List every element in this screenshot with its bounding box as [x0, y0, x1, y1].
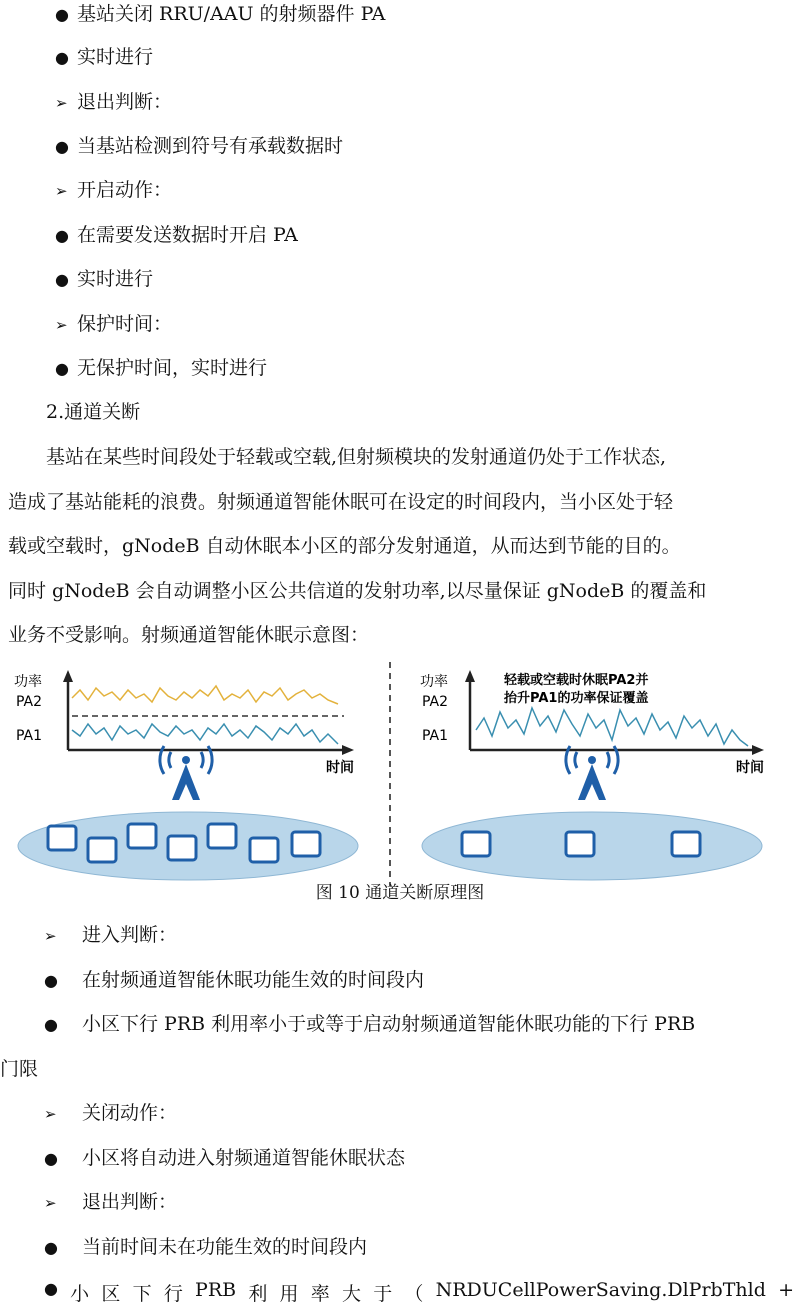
base-station-icon [160, 746, 212, 800]
left-panel [14, 670, 358, 880]
arrow-bullet-icon: ➢ [55, 182, 68, 200]
list-item: ● 基站关闭 RRU/AAU 的射频器件 PA [55, 3, 386, 25]
paragraph-line: 基站在某些时间段处于轻载或空载,但射频模块的发射通道仍处于工作状态, [8, 446, 667, 468]
bullet-icon: ● [44, 1149, 58, 1168]
y-axis-arrow-icon [465, 670, 475, 682]
list-item: ● 无保护时间，实时进行 [55, 357, 268, 379]
list-item: ● 当基站检测到符号有承载数据时 [55, 135, 344, 157]
list-item: ➢ 关闭动作： [44, 1102, 178, 1124]
paragraph-line: 造成了基站能耗的浪费。射频通道智能休眠可在设定的时间段内，当小区处于轻 [8, 491, 674, 513]
bullet-icon: ● [55, 137, 69, 156]
arrow-bullet-icon: ➢ [55, 94, 68, 112]
list-item: ● 实时进行 [55, 46, 154, 68]
list-item: ● 当前时间未在功能生效的时间段内 [44, 1236, 368, 1258]
paragraph-line: 载或空载时，gNodeB 自动休眠本小区的部分发射通道，从而达到节能的目的。 [8, 535, 681, 557]
list-item: ● 在射频通道智能休眠功能生效的时间段内 [44, 969, 425, 991]
bullet-icon: ● [55, 48, 69, 67]
pa2-label: PA2 [16, 694, 43, 710]
list-item: ● 在需要发送数据时开启 PA [55, 224, 298, 246]
x-axis-label: 时间 [326, 760, 354, 776]
pa1-label: PA1 [16, 728, 43, 744]
x-axis-arrow-icon [752, 745, 764, 755]
pa1-label: PA1 [422, 728, 449, 744]
list-item: ● 小区下行 PRB 利用率小于或等于启动射频通道智能休眠功能的下行 PRB [44, 1013, 696, 1035]
pa2-label: PA2 [422, 694, 449, 710]
list-item: ● 实时进行 [55, 268, 154, 290]
paragraph-line: 同时 gNodeB 会自动调整小区公共信道的发射功率,以尽量保证 gNodeB 的覆盖和 [8, 580, 707, 602]
bullet-icon: ● [55, 270, 69, 289]
arrow-bullet-icon: ➢ [44, 927, 57, 945]
figure-svg [8, 660, 792, 888]
annotation-line-1: 轻载或空载时休眠PA2并 [504, 673, 649, 688]
bullet-icon: ● [44, 1015, 58, 1034]
justified-list-item: ● 小 区 下 行 PRB 利 用 率 大 于 （ NRDUCellPowerSaving.DlPrbThld + [44, 1279, 794, 1305]
bullet-icon: ● [55, 226, 69, 245]
x-axis-arrow-icon [342, 745, 354, 755]
list-item: ➢ 退出判断： [55, 91, 173, 113]
y-axis-arrow-icon [63, 670, 73, 682]
annotation-line-2: 抬升PA1的功率保证覆盖 [504, 691, 649, 706]
list-item: ➢ 进入判断： [44, 924, 178, 946]
right-panel [420, 670, 764, 880]
list-item: ➢ 开启动作： [55, 179, 173, 201]
base-station-icon [566, 746, 618, 800]
pa2-signal-line [72, 686, 338, 704]
x-axis-label: 时间 [736, 760, 764, 776]
list-item: ● 小区将自动进入射频通道智能休眠状态 [44, 1147, 406, 1169]
pa1-signal-line [72, 724, 338, 744]
bullet-icon: ● [55, 5, 69, 24]
bullet-icon: ● [44, 971, 58, 990]
arrow-bullet-icon: ➢ [55, 316, 68, 334]
bullet-icon: ● [44, 1238, 58, 1257]
paragraph-line: 业务不受影响。射频通道智能休眠示意图： [8, 624, 370, 646]
arrow-bullet-icon: ➢ [44, 1105, 57, 1123]
y-axis-label: 功率 [14, 674, 42, 690]
pa1-signal-line [476, 708, 748, 746]
section-heading: 2.通道关断 [46, 401, 141, 423]
channel-shutdown-figure [8, 660, 792, 888]
bullet-icon: ● [44, 1279, 58, 1298]
bullet-icon: ● [55, 359, 69, 378]
arrow-bullet-icon: ➢ [44, 1194, 57, 1212]
wrapped-text: 门限 [0, 1058, 39, 1080]
list-item: ➢ 保护时间： [55, 313, 173, 335]
list-item: ➢ 退出判断： [44, 1191, 178, 1213]
figure-caption: 图 10 通道关断原理图 [315, 883, 485, 903]
y-axis-label: 功率 [420, 674, 448, 690]
